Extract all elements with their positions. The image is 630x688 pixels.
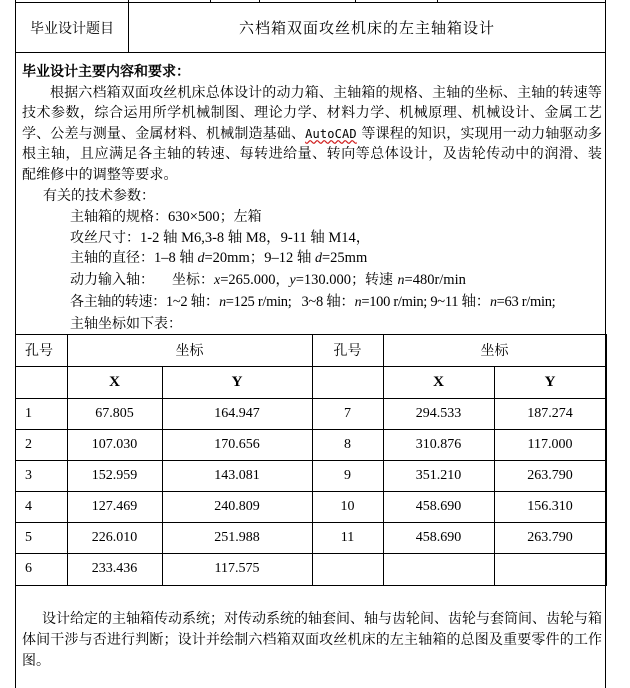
hole-number-cell: 3 (25, 467, 32, 483)
y-coordinate-cell: 117.000 (527, 436, 573, 452)
param-label: ；转速 (351, 272, 398, 289)
hole-number-cell: 5 (25, 529, 32, 545)
x-coordinate-cell: 351.210 (415, 467, 462, 483)
param-value: =130.000 (295, 272, 352, 289)
param-label: 主轴箱的规格： (70, 208, 168, 225)
params-heading: 有关的技术参数： (43, 188, 155, 204)
param-label: 主轴的直径： (70, 250, 154, 267)
requirements-heading: 毕业设计主要内容和要求： (22, 64, 190, 80)
param-value: =480r/min (404, 272, 466, 289)
param-value: =20mm (204, 250, 250, 267)
y-coordinate-cell: 170.656 (214, 436, 260, 452)
x-coordinate-cell: 310.876 (415, 436, 462, 452)
param-separator: ， (275, 272, 290, 289)
title-row-bottom-border (15, 52, 606, 53)
y-coordinate-cell: 187.274 (527, 405, 573, 421)
thesis-title-value: 六档箱双面攻丝机床的左主轴箱设计 (238, 19, 495, 37)
x-coordinate-cell: 152.959 (91, 467, 138, 483)
spindle-coordinates-table (15, 334, 607, 586)
requirements-text-part1: 根据六档箱双面攻丝机床总体设计的动力箱、主轴箱的规格、主轴的坐标、主轴的转速等技术参数，综合运用所学机械制图、理论力学、材料力学、机械原理、机械设计、金属工艺学、公差与测量、金属材料、机械制造基础、 (22, 84, 602, 142)
param-value: ；9–12 轴 (249, 250, 315, 267)
y-coordinate-cell: 143.081 (214, 467, 260, 483)
x-coordinate-cell: 226.010 (91, 529, 138, 545)
table-row-border (15, 585, 607, 586)
hole-number-cell: 4 (25, 498, 32, 514)
y-coordinate-cell: 251.988 (214, 529, 260, 545)
subheader-x-left: X (109, 373, 120, 390)
param-label: 各主轴的转速： (70, 293, 166, 310)
param-symbol: n (489, 294, 497, 310)
hole-number-cell: 11 (340, 529, 355, 545)
x-coordinate-cell: 233.436 (91, 561, 138, 576)
param-value: =25mm (322, 250, 368, 267)
design-task-paragraph: 设计给定的主轴箱传动系统；对传动系统的轴套间、轴与齿轮间、齿轮与套筒间、齿轮与箱体间干涉与否进行判断；设计并绘制六档箱双面攻丝机床的左主轴箱的总图及重要零件的工作图。 (22, 611, 602, 669)
x-coordinate-cell: 458.690 (415, 529, 462, 545)
requirements-paragraph (22, 83, 602, 186)
subheader-x-right: X (433, 373, 444, 390)
param-tapping-size (43, 228, 555, 249)
param-label: 动力输入轴： (70, 272, 154, 289)
requirements-text-part2: 等课程的知识，实现用一动力轴驱动多根主轴，且应满足各主轴的转速、每转进给量、转向等总体设计，及齿轮传动中的润滑、装配维修中的调整等要求。 (22, 125, 602, 183)
param-suffix: ；左箱 (219, 208, 262, 225)
x-coordinate-cell (383, 553, 494, 585)
param-symbol: n (397, 273, 405, 289)
param-label: 攻丝尺寸： (70, 229, 140, 246)
header-coordinates-left: 坐标 (175, 343, 204, 359)
param-symbol: d (315, 251, 322, 267)
y-coordinate-cell: 164.947 (214, 405, 260, 421)
param-value: 1–8 轴 (154, 250, 198, 267)
subheader-y-left: Y (231, 373, 243, 390)
hole-number-cell: 7 (344, 405, 351, 421)
param-symbol: y (289, 273, 296, 289)
hole-number-cell: 10 (340, 498, 355, 514)
y-coordinate-cell (494, 553, 606, 585)
x-coordinate-cell: 294.533 (415, 405, 462, 421)
param-value: 1-2 轴 M6,3-8 轴 M8，9-11 轴 M14， (140, 229, 371, 246)
x-coordinate-cell: 127.469 (91, 498, 138, 514)
table-intro: 主轴坐标如下表： (70, 315, 182, 332)
param-value: =125 r/min; 3~8 轴： (225, 293, 355, 310)
param-value: 1~2 轴： (165, 293, 220, 310)
param-symbol: d (197, 251, 205, 267)
x-coordinate-cell: 107.030 (91, 436, 138, 452)
header-coordinates-right: 坐标 (480, 343, 509, 359)
technical-parameters (43, 186, 555, 335)
y-coordinate-cell: 263.790 (527, 467, 573, 483)
y-coordinate-cell: 263.790 (527, 529, 573, 545)
param-spindle-diameter (43, 248, 555, 270)
param-symbol: n (219, 294, 226, 310)
param-value: =100 r/min; 9~11 轴： (361, 293, 490, 310)
param-label: 坐标： (172, 272, 214, 289)
param-power-input-shaft (43, 270, 555, 292)
header-hole-number-left: 孔号 (25, 343, 53, 359)
param-symbol: x (214, 273, 221, 289)
subheader-y-right: Y (544, 373, 556, 390)
param-spindle-box-spec (43, 207, 555, 228)
hole-number-cell: 9 (344, 467, 351, 483)
hole-number-cell: 8 (344, 436, 351, 452)
x-coordinate-cell: 458.690 (415, 498, 462, 514)
header-hole-number-right: 孔号 (333, 343, 362, 359)
hole-number-cell: 1 (25, 405, 32, 421)
autocad-term: AutoCAD (305, 126, 357, 141)
param-symbol: n (354, 294, 362, 310)
thesis-title-label: 毕业设计题目 (30, 20, 114, 37)
param-value: =63 r/min; (496, 293, 556, 310)
hole-number-cell (312, 553, 383, 585)
requirements-section (22, 62, 602, 185)
y-coordinate-cell: 117.575 (214, 561, 260, 576)
param-value: =265.000 (220, 272, 276, 289)
table-column-border (606, 334, 607, 586)
param-spindle-speeds (43, 292, 555, 314)
y-coordinate-cell: 156.310 (527, 498, 573, 514)
hole-number-cell: 6 (25, 561, 32, 576)
x-coordinate-cell: 67.805 (95, 405, 134, 421)
y-coordinate-cell: 240.809 (214, 498, 260, 514)
hole-number-cell: 2 (25, 436, 32, 452)
param-value: 630×500 (168, 208, 220, 225)
